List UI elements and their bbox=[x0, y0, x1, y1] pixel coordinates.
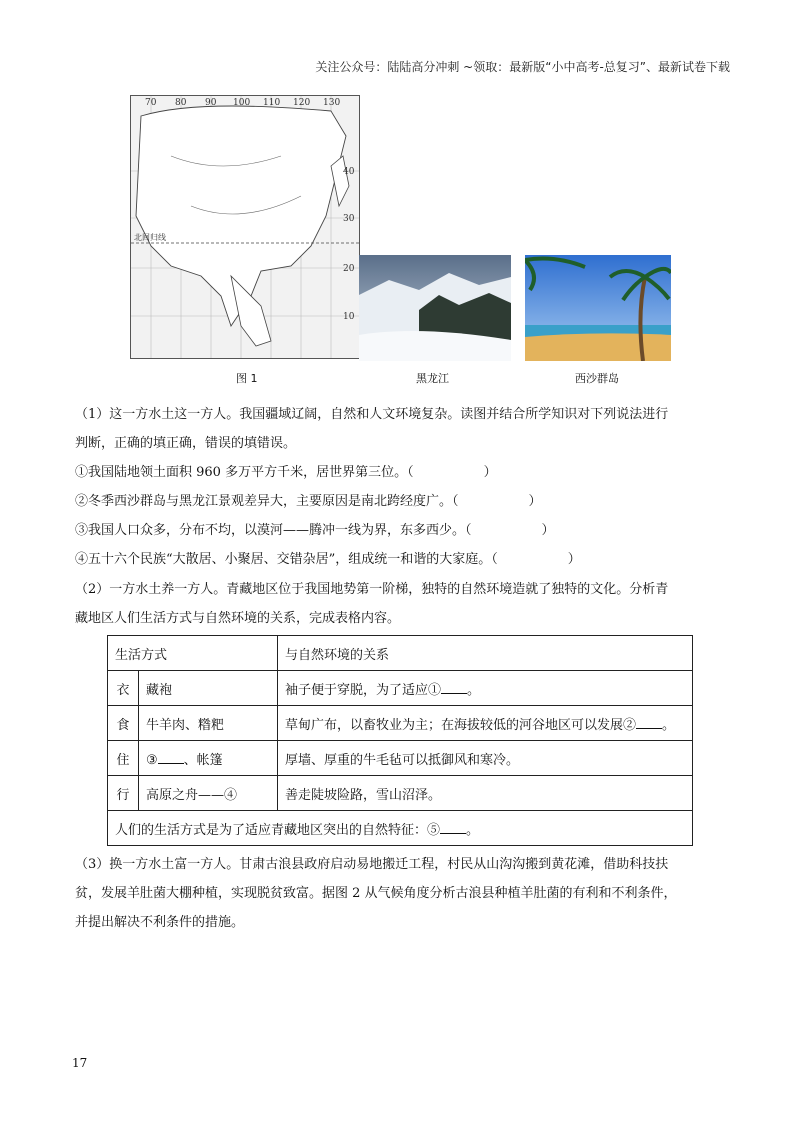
page-number: 17 bbox=[72, 1056, 88, 1070]
lon-label: 100 bbox=[233, 98, 251, 108]
answer-blank[interactable] bbox=[158, 752, 184, 764]
answer-blank[interactable] bbox=[441, 682, 467, 694]
q3-line1: （3）换一方水土富一方人。甘肃古浪县政府启动易地搬迁工程，村民从山沟沟搬到黄花滩，借助科技扶 bbox=[75, 857, 669, 872]
q1-statement-4: ④五十六个民族“大散居、小聚居、交错杂居”，组成统一和谐的大家庭。（ ） bbox=[75, 552, 581, 567]
q1-statement-1: ①我国陆地领土面积 960 多万平方千米，居世界第三位。（ ） bbox=[75, 465, 497, 480]
lon-label: 130 bbox=[323, 98, 341, 108]
heilongjiang-snow-photo bbox=[359, 255, 511, 361]
q3-line3: 并提出解决不利条件的措施。 bbox=[75, 915, 245, 930]
map-caption: 图 1 bbox=[236, 372, 258, 385]
table-row: 行 高原之舟——④ 善走陡坡险路，雪山沼泽。 bbox=[108, 776, 693, 811]
lat-label: 40 bbox=[343, 167, 355, 177]
lifestyle-table bbox=[107, 635, 693, 846]
asia-map-figure bbox=[130, 95, 360, 359]
lon-label: 120 bbox=[293, 98, 311, 108]
page-header: 关注公众号：陆陆高分冲刺 ~领取：最新版“小中高考-总复习”、最新试卷下载 bbox=[315, 60, 730, 74]
q1-intro-line1: （1）这一方水土这一方人。我国疆域辽阔，自然和人文环境复杂。读图并结合所学知识对下列说法进行 bbox=[75, 407, 669, 422]
photo2-caption: 西沙群岛 bbox=[575, 372, 619, 385]
q1-statement-2: ②冬季西沙群岛与黑龙江景观差异大，主要原因是南北跨经度广。（ ） bbox=[75, 494, 542, 509]
answer-blank[interactable] bbox=[636, 717, 662, 729]
photo1-caption: 黑龙江 bbox=[416, 372, 449, 385]
lat-label: 10 bbox=[343, 312, 355, 322]
answer-blank[interactable] bbox=[440, 822, 466, 834]
q2-intro-line1: （2）一方水土养一方人。青藏地区位于我国地势第一阶梯，独特的自然环境造就了独特的文化。分析青 bbox=[75, 582, 669, 597]
q1-statement-3: ③我国人口众多，分布不均，以漠河——腾冲一线为界，东多西少。（ ） bbox=[75, 523, 555, 538]
header-lifestyle: 生活方式 bbox=[108, 636, 278, 671]
lon-label: 110 bbox=[263, 98, 281, 108]
table-row: 衣 藏袍 袖子便于穿脱，为了适应① 。 bbox=[108, 671, 693, 706]
lon-label: 70 bbox=[145, 98, 157, 108]
q3-line2: 贫，发展羊肚菌大棚种植，实现脱贫致富。据图 2 从气候角度分析古浪县种植羊肚菌的有利和不利条件， bbox=[75, 886, 677, 901]
lat-label: 20 bbox=[343, 264, 355, 274]
lon-label: 80 bbox=[175, 98, 187, 108]
q2-intro-line2: 藏地区人们生活方式与自然环境的关系，完成表格内容。 bbox=[75, 611, 401, 626]
header-relation: 与自然环境的关系 bbox=[278, 636, 693, 671]
table-footer-row: 人们的生活方式是为了适应青藏地区突出的自然特征：⑤ 。 bbox=[108, 811, 693, 846]
tropic-label: 北回归线 bbox=[134, 233, 166, 242]
lat-label: 30 bbox=[343, 214, 355, 224]
q1-intro-line2: 判断，正确的填正确，错误的填错误。 bbox=[75, 436, 297, 451]
table-row: 食 牛羊肉、糌粑 草甸广布，以畜牧业为主；在海拔较低的河谷地区可以发展② 。 bbox=[108, 706, 693, 741]
table-header-row bbox=[108, 636, 693, 671]
table-row: 住 ③ 、帐篷 厚墙、厚重的牛毛毡可以抵御风和寒冷。 bbox=[108, 741, 693, 776]
xisha-beach-photo bbox=[525, 255, 671, 361]
lon-label: 90 bbox=[205, 98, 217, 108]
